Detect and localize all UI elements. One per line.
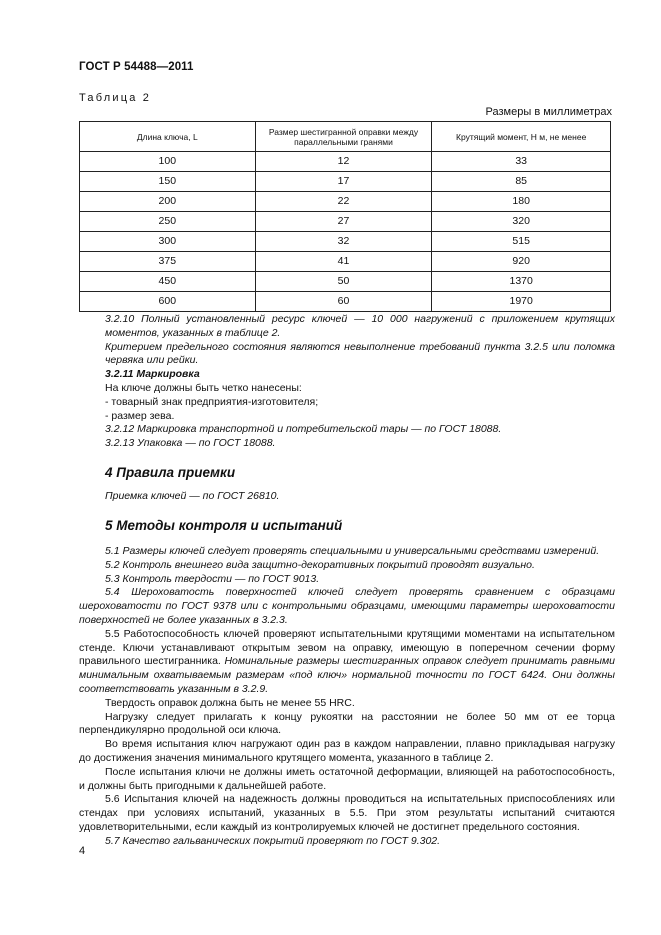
table-cell: 920: [432, 252, 611, 272]
table-cell: 375: [80, 252, 256, 272]
section-4-text: Приемка ключей — по ГОСТ 26810.: [105, 490, 280, 502]
table-row: [80, 152, 611, 172]
table-cell: 180: [432, 192, 611, 212]
table-cell: 12: [255, 152, 432, 172]
table-row: [80, 212, 611, 232]
table-cell: 450: [80, 272, 256, 292]
table-cell: 27: [255, 212, 432, 232]
table-header-row: [80, 122, 611, 152]
table-cell: 41: [255, 252, 432, 272]
paragraph-5-5-hardness: Твердость оправок должна быть не менее 55 HRC.: [105, 696, 355, 709]
paragraph-5-6: 5.6 Испытания ключей на надежность должны проводиться на испытательных приспособлениях или стендах при условиях испытаний, указанных в 5.5. При этом результаты испытаний считаются удовлетворительными, если каждый из контролируемых ключей не достигнет предельного состояния.: [79, 793, 615, 833]
table-row: [80, 172, 611, 192]
column-header-mandrel-size: Размер шестигранной оправки между параллельными гранями: [255, 122, 432, 152]
document-number: ГОСТ Р 54488—2011: [79, 61, 194, 73]
paragraph-3-2-10: 3.2.10 Полный установленный ресурс ключей — 10 000 нагружений с приложением крутящих моментов, указанных в таблице 2.: [105, 313, 615, 339]
section-5-title: 5 Методы контроля и испытаний: [105, 518, 343, 533]
paragraph-5-5-mandrel: Номинальные размеры шестигранных оправок следует принимать равными минимальным охватываемым размерам «под ключ» нормальной точности по ГОСТ 6424. Они должны соответствовать указанным в 3.2.9.: [79, 655, 615, 695]
table-row: [80, 252, 611, 272]
table-cell: 1370: [432, 272, 611, 292]
table-cell: 32: [255, 232, 432, 252]
column-header-length: Длина ключа, L: [80, 122, 256, 152]
torque-table: [79, 121, 611, 312]
table-cell: 85: [432, 172, 611, 192]
paragraph-5-3: 5.3 Контроль твердости — по ГОСТ 9013.: [105, 572, 320, 585]
table-row: [80, 192, 611, 212]
table-cell: 200: [80, 192, 256, 212]
table-cell: 50: [255, 272, 432, 292]
paragraph-5-1: 5.1 Размеры ключей следует проверять специальными и универсальными средствами измерений.: [105, 545, 600, 557]
table-units: Размеры в миллиметрах: [485, 106, 612, 118]
table-row: [80, 272, 611, 292]
paragraph-5-5-load: Нагрузку следует прилагать к концу рукоятки на расстоянии не более 50 мм от ее торца перпендикулярно продольной оси ключа.: [79, 710, 615, 737]
table-cell: 250: [80, 212, 256, 232]
paragraph-3-2-12: 3.2.12 Маркировка транспортной и потребительской тары — по ГОСТ 18088.: [105, 423, 502, 436]
table-row: [80, 232, 611, 252]
section-5-text: [79, 545, 615, 849]
paragraph-5-7: 5.7 Качество гальванических покрытий проверяют по ГОСТ 9.302.: [105, 834, 441, 847]
table-cell: 600: [80, 292, 256, 312]
section-3-text: [105, 313, 615, 451]
table-cell: 320: [432, 212, 611, 232]
table-cell: 1970: [432, 292, 611, 312]
table-cell: 33: [432, 152, 611, 172]
list-item: - товарный знак предприятия-изготовителя;: [105, 395, 319, 408]
paragraph-3-2-10-criterion: Критерием предельного состояния являются невыполнение требований пункта 3.2.5 или поломка червяка или рейки.: [105, 340, 615, 367]
table-cell: 17: [255, 172, 432, 192]
table-cell: 22: [255, 192, 432, 212]
table-cell: 300: [80, 232, 256, 252]
table-cell: 60: [255, 292, 432, 312]
paragraph-5-5-intro: 5.5 Работоспособность ключей проверяют испытательными крутящими моментами на испытательном стенде. Ключи устанавливают открытым зевом на оправку, имеющую в поперечном сечении форму правильного шестигранника.: [79, 627, 615, 668]
paragraph-3-2-13: 3.2.13 Упаковка — по ГОСТ 18088.: [105, 437, 276, 450]
paragraph-5-5: [79, 628, 615, 697]
section-4-title: 4 Правила приемки: [105, 465, 236, 480]
page-number: 4: [79, 845, 86, 857]
heading-3-2-11: 3.2.11 Маркировка: [105, 368, 200, 381]
table-row: [80, 292, 611, 312]
table-cell: 100: [80, 152, 256, 172]
column-header-torque: Крутящий момент, Н м, не менее: [432, 122, 611, 152]
list-item: - размер зева.: [105, 409, 175, 422]
table-caption: Таблица 2: [79, 92, 152, 104]
paragraph-5-5-test: Во время испытания ключ нагружают один раз в каждом направлении, плавно прикладывая нагрузку до достижения значения минимального крутящего момента, указанного в таблице 2.: [79, 738, 615, 764]
paragraph-5-4: 5.4 Шероховатость поверхностей ключей следует проверять сравнением с образцами шероховатости по ГОСТ 9378 или с контрольными образцами, имеющими параметры шероховатости поверхностей не более указанных в 3.2.3.: [79, 586, 615, 626]
table-cell: 515: [432, 232, 611, 252]
paragraph-5-5-result: После испытания ключи не должны иметь остаточной деформации, влияющей на работоспособность, и должны быть пригодными к дальнейшей работе.: [79, 765, 615, 792]
paragraph-3-2-11: На ключе должны быть четко нанесены:: [105, 381, 302, 394]
paragraph-5-2: 5.2 Контроль внешнего вида защитно-декоративных покрытий проводят визуально.: [105, 558, 535, 571]
table-cell: 150: [80, 172, 256, 192]
